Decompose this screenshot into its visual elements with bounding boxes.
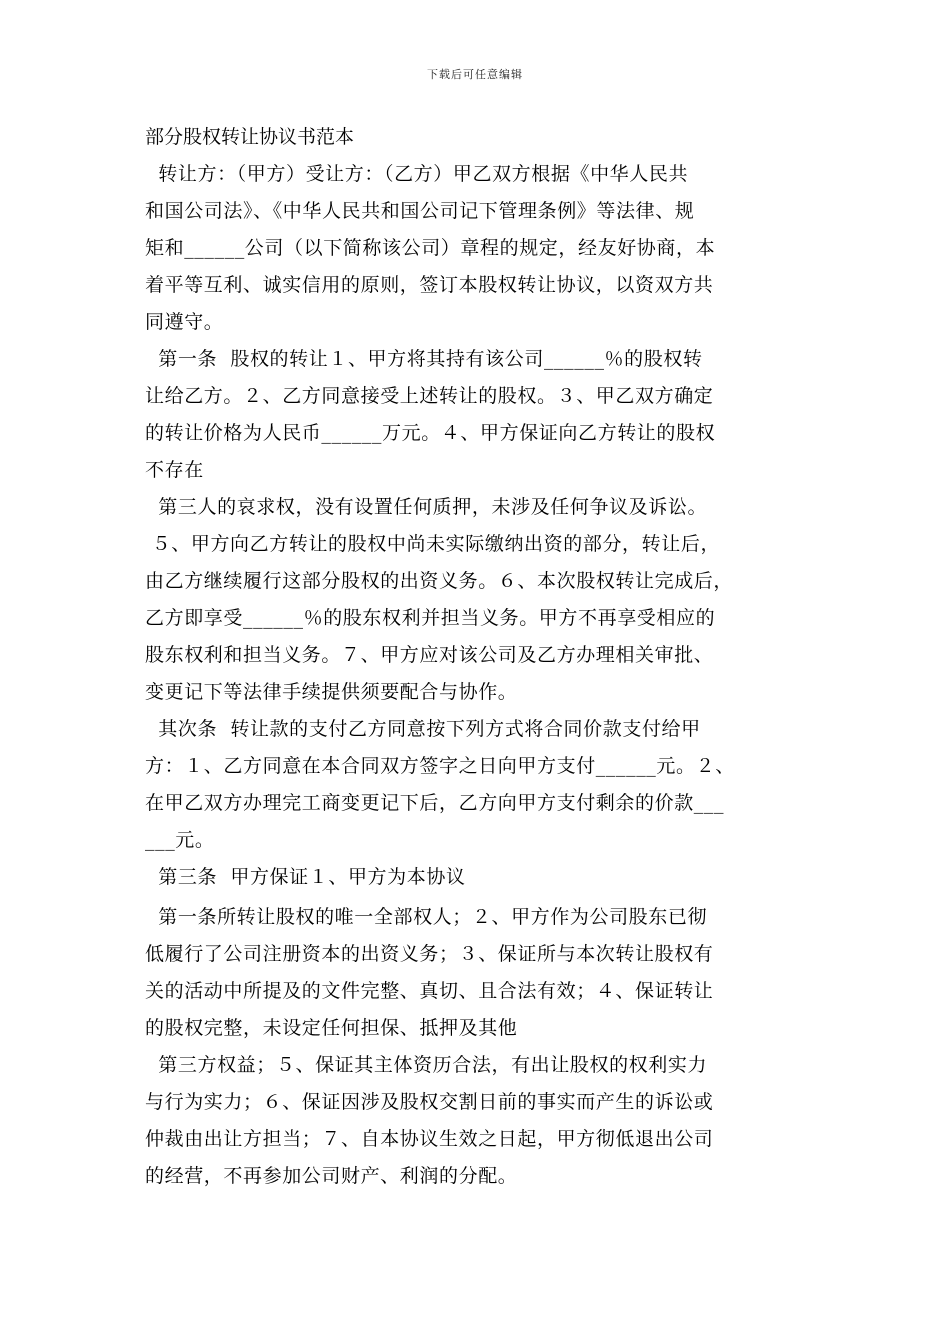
body-line: 第三条 甲方保证１、甲方为本协议 (145, 866, 466, 888)
body-line: 在甲乙双方办理完工商变更记下后，乙方向甲方支付剩余的价款___ (145, 792, 725, 814)
body-line: 不存在 (145, 459, 204, 481)
body-line: 第三方权益；５、保证其主体资历合法，有出让股权的权利实力 (145, 1054, 708, 1076)
body-line: 变更记下等法律手续提供须要配合与协作。 (145, 681, 518, 703)
body-line: 矩和______公司（以下简称该公司）章程的规定，经友好协商，本 (145, 237, 716, 259)
body-line: 其次条 转让款的支付乙方同意按下列方式将合同价款支付给甲 (145, 718, 701, 740)
body-line: 同遵守。 (145, 311, 224, 333)
body-line: ___元。 (145, 829, 215, 851)
body-line: 由乙方继续履行这部分股权的出资义务。６、本次股权转让完成后， (145, 570, 734, 592)
body-line: 关的活动中所提及的文件完整、真切、且合法有效；４、保证转让 (145, 980, 714, 1002)
body-line: 方：１、乙方同意在本合同双方签字之日向甲方支付______元。２、 (145, 755, 735, 777)
body-line: 仲裁由出让方担当；７、自本协议生效之日起，甲方彻低退出公司 (145, 1128, 714, 1150)
body-line: 和国公司法》、《中华人民共和国公司记下管理条例》等法律、规 (145, 200, 695, 222)
body-line: 着平等互利、诚实信用的原则，签订本股权转让协议，以资双方共 (145, 274, 714, 296)
header-note: 下载后可任意编辑 (427, 68, 523, 81)
body-line: 第三人的哀求权，没有设置任何质押，未涉及任何争议及诉讼。 (145, 496, 708, 518)
body-line: 第一条 股权的转让１、甲方将其持有该公司______％的股权转 (145, 348, 703, 370)
body-line: 低履行了公司注册资本的出资义务；３、保证所与本次转让股权有 (145, 943, 714, 965)
body-line: 的转让价格为人民币______万元。４、甲方保证向乙方转让的股权 (145, 422, 716, 444)
body-line: 股东权利和担当义务。７、甲方应对该公司及乙方办理相关审批、 (145, 644, 714, 666)
body-line: 乙方即享受______％的股东权利并担当义务。甲方不再享受相应的 (145, 607, 716, 629)
body-line: 转让方：（甲方）受让方：（乙方）甲乙双方根据《中华人民共 (145, 163, 689, 185)
body-line: ５、甲方向乙方转让的股权中尚未实际缴纳出资的部分，转让后， (145, 533, 721, 555)
body-line: 让给乙方。２、乙方同意接受上述转让的股权。３、甲乙双方确定 (145, 385, 714, 407)
body-line: 与行为实力；６、保证因涉及股权交割日前的事实而产生的诉讼或 (145, 1091, 714, 1113)
body-line: 的股权完整，未设定任何担保、抵押及其他 (145, 1017, 518, 1039)
document-title: 部分股权转让协议书范本 (145, 126, 355, 148)
body-line: 的经营，不再参加公司财产、利润的分配。 (145, 1165, 518, 1187)
body-line: 第一条所转让股权的唯一全部权人；２、甲方作为公司股东已彻 (145, 906, 708, 928)
